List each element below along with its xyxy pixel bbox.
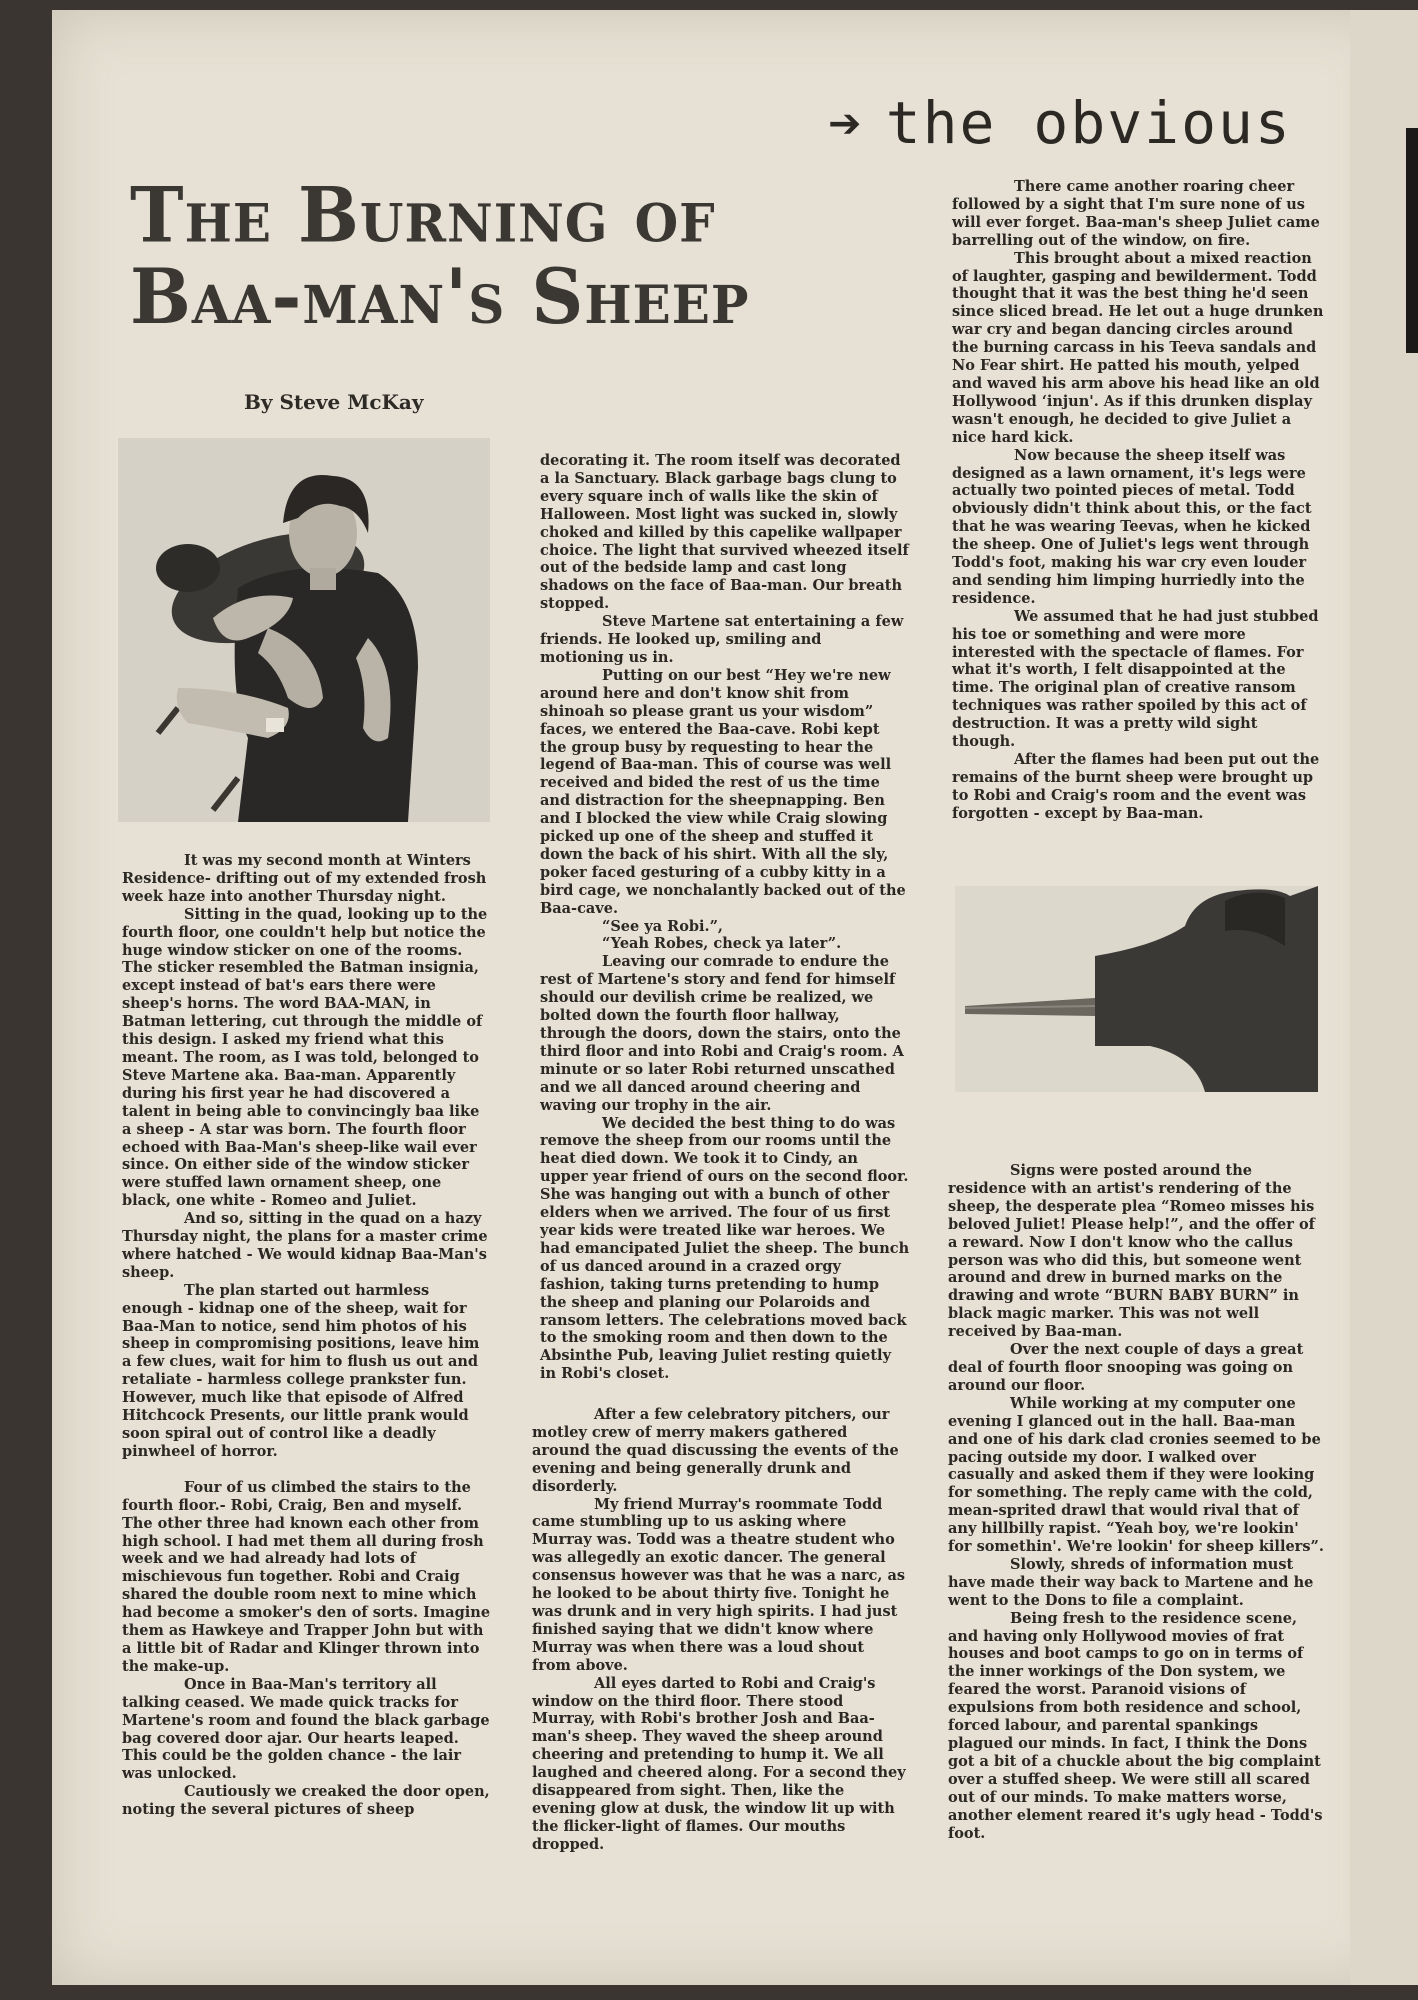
paragraph: Four of us climbed the stairs to the fourth floor.- Robi, Craig, Ben and myself. The other three had known each other from high school. I had met them all during frosh week and we had already had lots of mischievous fun together. Robi and Craig shared the double room next to mine which had become a smoker's den of sorts. Imagine them as Hawkeye and Trapper John but with a little bit of Radar and Klinger thrown into the make-up. — [122, 1478, 491, 1675]
paragraph: decorating it. The room itself was decorated a la Sanctuary. Black garbage bags clung to every square inch of walls like the skin of Halloween. Most light was sucked in, slowly choked and killed by this capelike wallpaper choice. The light that survived wheezed itself out of the bedside lamp and cast long shadows on the face of Baa-man. Our breath stopped. — [540, 452, 909, 613]
paragraph: The plan started out harmless enough - kidnap one of the sheep, wait for Baa-Man to notice, send him photos of his sheep in compromising positions, leave him a few clues, wait for him to flush us out and retaliate - harmless college prankster fun. However, much like that episode of Alfred Hitchcock Presents, our little prank would soon spiral out of control like a deadly pinwheel of horror. — [122, 1281, 480, 1460]
paragraph: After the flames had been put out the remains of the burnt sheep were brought up to Robi and Craig's room and the event was forgotten - except by Baa-man. — [952, 751, 1320, 822]
article-column-2 — [540, 452, 910, 1383]
article-column-3-continued — [948, 1162, 1324, 1842]
paragraph: Being fresh to the residence scene, and having only Hollywood movies of frat houses and boot camps to go on in terms of the inner workings of the Don system, we feared the worst. Paranoid visions of expulsions from both residence and school, forced labour, and parental spankings plagued our minds. In fact, I think the Dons got a bit of a chuckle about the big complaint over a stuffed sheep. We were still all scared out of our minds. To make matters worse, another element reared it's ugly head - Todd's foot. — [948, 1609, 1323, 1842]
headline-line-1: The Burning of — [130, 169, 716, 260]
paragraph: Steve Martene sat entertaining a few friends. He looked up, smiling and motioning us in. — [540, 613, 904, 666]
article-column-1 — [122, 852, 492, 1819]
paragraph: Leaving our comrade to endure the rest of Martene's story and fend for himself should our devilish crime be realized, we bolted down the fourth floor hallway, through the doors, down the stairs, onto the third floor and into Robi and Craig's room. A minute or so later Robi returned unscathed and we all danced around cheering and waving our trophy in the air. — [540, 953, 904, 1114]
burnt-sheep-remains-photo — [955, 886, 1318, 1092]
article-column-3 — [952, 178, 1324, 823]
byline: By Steve McKay — [244, 390, 424, 414]
paragraph: All eyes darted to Robi and Craig's window on the third floor. There stood Murray, with Robi's brother Josh and Baa-man's sheep. They waved the sheep around cheering and pretending to hump it. We all laughed and cheered along. For a second they disappeared from sight. Then, like the evening glow at dusk, the window lit up with the flicker-light of flames. Our mouths dropped. — [532, 1674, 906, 1853]
paragraph: And so, sitting in the quad on a hazy Thursday night, the plans for a master crime where hatched - We would kidnap Baa-Man's sheep. — [122, 1210, 488, 1281]
arrow-icon: ➔ — [828, 90, 864, 156]
paragraph: “Yeah Robes, check ya later”. — [602, 935, 842, 953]
paragraph: Slowly, shreds of information must have made their way back to Martene and he went to the Dons to file a complaint. — [948, 1555, 1314, 1609]
paragraph: Over the next couple of days a great deal of fourth floor snooping was going on around our floor. — [948, 1341, 1304, 1394]
paragraph: While working at my computer one evening I glanced out in the hall. Baa-man and one of his dark clad cronies seemed to be pacing outside my door. I walked over casually and asked them if they were looking for something. The reply came with the cold, mean-sprited drawl that would rival that of any hillbilly rapist. “Yeah boy, we're lookin' for somethin'. We're lookin' for sheep killers”. — [948, 1394, 1324, 1556]
paragraph: “See ya Robi.”, — [602, 917, 723, 935]
paragraph: We decided the best thing to do was remove the sheep from our rooms until the heat died down. We took it to Cindy, an upper year friend of ours on the second floor. She was hanging out with a bunch of other elders when we arrived. The four of us first year kids were treated like war heroes. We had emancipated Juliet the sheep. The bunch of us danced around in a crazed orgy fashion, taking turns pretending to hump the sheep and planing our Polaroids and ransom letters. The celebrations moved back to the smoking room and then down to the Absinthe Pub, leaving Juliet resting quietly in Robi's closet. — [540, 1114, 910, 1383]
paragraph: We assumed that he had just stubbed his toe or something and were more interested with the spectacle of flames. For what it's worth, I felt disappointed at the time. The original plan of creative ransom techniques was rather spoiled by this act of destruction. It was a pretty wild sight though. — [952, 607, 1319, 751]
paragraph: Putting on our best “Hey we're new around here and don't know shit from shinoah so please grant us your wisdom” faces, we entered the Baa-cave. Robi kept the group busy by requesting to hear the legend of Baa-man. This of course was well received and bided the rest of us the time and distraction for the sheepnapping. Ben and I blocked the view while Craig slowing picked up one of the sheep and stuffed it down the back of his shirt. With all the sly, poker faced gesturing of a cubby kitty in a bird cage, we nonchalantly backed out of the Baa-cave. — [540, 666, 906, 917]
headline-line-2: Baa-man's Sheep — [130, 251, 750, 341]
paragraph: Signs were posted around the residence with an artist's rendering of the sheep, the desperate plea “Romeo misses his beloved Juliet! Please help!”, and the offer of a reward. Now I don't know who the callus person was who did this, but someone went around and drew in burned marks on the drawing and wrote “BURN BABY BURN” in black magic marker. This was not well received by Baa-man. — [948, 1162, 1315, 1341]
paragraph: After a few celebratory pitchers, our motley crew of merry makers gathered around the quad discussing the events of the evening and being generally drunk and disorderly. — [532, 1406, 899, 1495]
paragraph: Now because the sheep itself was designed as a lawn ornament, it's legs were actually two pointed pieces of metal. Todd obviously didn't think about this, or the fact that he was wearing Teevas, when he kicked the sheep. One of Juliet's legs went through Todd's foot, making his war cry even louder and sending him limping hurriedly into the residence. — [952, 446, 1312, 607]
article-headline — [130, 169, 870, 341]
paragraph: There came another roaring cheer followed by a sight that I'm sure none of us will ever forget. Baa-man's sheep Juliet came barrelling out of the window, on fire. — [952, 178, 1320, 249]
paragraph: Cautiously we creaked the door open, noting the several pictures of sheep — [122, 1783, 490, 1819]
paragraph: My friend Murray's roommate Todd came stumbling up to us asking where Murray was. Todd was a theatre student who was allegedly an exotic dancer. The general consensus however was that he was a narc, as he looked to be about thirty five. Tonight he was drunk and in very high spirits. I had just finished saying that we didn't know where Murray was when there was a loud shout from above. — [532, 1495, 906, 1674]
section-label — [828, 88, 1328, 158]
article-column-2-continued — [532, 1406, 908, 1854]
paragraph: Sitting in the quad, looking up to the fourth floor, one couldn't help but notice the huge window sticker on one of the rooms. The sticker resembled the Batman insignia, except instead of bat's ears there were sheep's horns. The word BAA-MAN, in Batman lettering, cut through the middle of this design. I asked my friend what this meant. The room, as I was told, belonged to Steve Martene aka. Baa-man. Apparently during his first year he had discovered a talent in being able to convincingly baa like a sheep - A star was born. The fourth floor echoed with Baa-Man's sheep-like wail ever since. On either side of the window sticker were stuffed lawn ornament sheep, one black, one white - Romeo and Juliet. — [122, 905, 488, 1210]
paragraph: This brought about a mixed reaction of laughter, gasping and bewilderment. Todd thought that it was the best thing he'd seen since sliced bread. He let out a huge drunken war cry and began dancing circles around the burning carcass in his Teeva sandals and No Fear shirt. He patted his mouth, yelped and waved his arm above his head like an old Hollywood ‘injun'. As if this drunken display wasn't enough, he decided to give Juliet a nice hard kick. — [952, 249, 1324, 446]
section-tab-marker — [1406, 128, 1418, 353]
section-name: the obvious — [885, 89, 1292, 157]
paragraph: Once in Baa-Man's territory all talking ceased. We made quick tracks for Martene's room and found the black garbage bag covered door ajar. Our hearts leaped. This could be the golden chance - the lair was unlocked. — [122, 1675, 490, 1783]
paragraph: It was my second month at Winters Residence- drifting out of my extended frosh week haze into another Thursday night. — [122, 852, 487, 905]
author-photo-hugging-sheep — [118, 438, 490, 822]
